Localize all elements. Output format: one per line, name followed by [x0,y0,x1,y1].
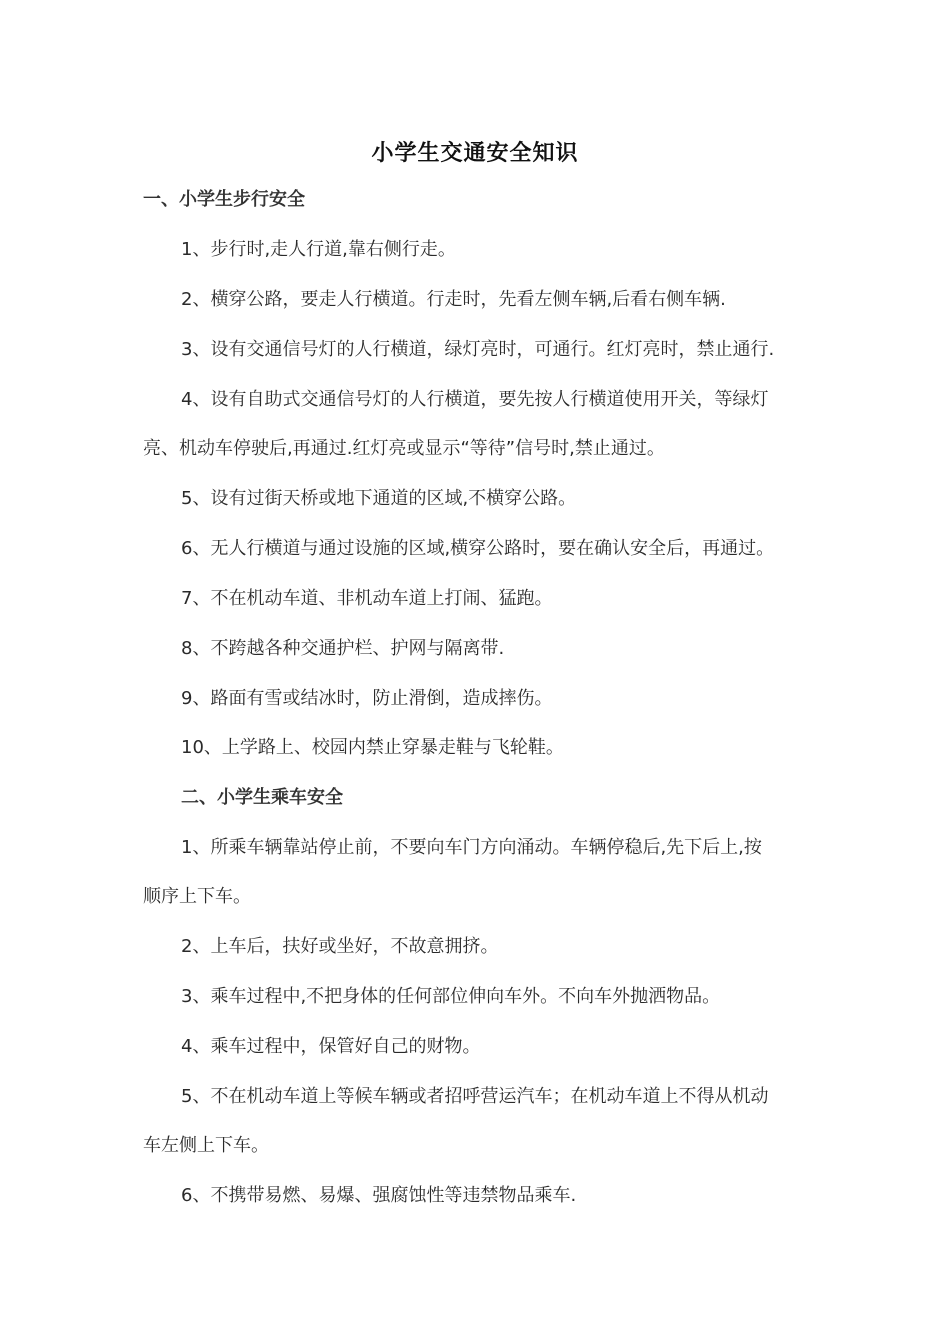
paragraph: 4、乘车过程中，保管好自己的财物。 [181,1036,481,1057]
section-heading-walking: 一、小学生步行安全 [143,189,305,210]
document-title: 小学生交通安全知识 [371,140,579,166]
paragraph: 5、设有过街天桥或地下通道的区域,不横穿公路。 [181,488,577,509]
paragraph: 2、上车后，扶好或坐好，不故意拥挤。 [181,936,499,957]
paragraph: 8、不跨越各种交通护栏、护网与隔离带. [181,638,505,659]
paragraph: 5、不在机动车道上等候车辆或者招呼营运汽车；在机动车道上不得从机动 [181,1086,769,1107]
paragraph: 10、上学路上、校园内禁止穿暴走鞋与飞轮鞋。 [181,737,564,758]
paragraph: 3、乘车过程中,不把身体的任何部位伸向车外。不向车外抛洒物品。 [181,986,721,1007]
paragraph: 6、不携带易燃、易爆、强腐蚀性等违禁物品乘车. [181,1185,577,1206]
paragraph: 2、横穿公路，要走人行横道。行走时，先看左侧车辆,后看右侧车辆. [181,289,726,310]
paragraph-continuation: 顺序上下车。 [143,886,251,907]
paragraph: 1、步行时,走人行道,靠右侧行走。 [181,239,456,260]
paragraph: 4、设有自助式交通信号灯的人行横道，要先按人行横道使用开关，等绿灯 [181,389,769,410]
section-heading-riding: 二、小学生乘车安全 [181,787,343,808]
paragraph: 7、不在机动车道、非机动车道上打闹、猛跑。 [181,588,553,609]
paragraph: 1、所乘车辆靠站停止前，不要向车门方向涌动。车辆停稳后,先下后上,按 [181,837,762,858]
paragraph-continuation: 车左侧上下车。 [143,1135,269,1156]
paragraph-continuation: 亮、机动车停驶后,再通过.红灯亮或显示“等待”信号时,禁止通过。 [143,438,665,459]
paragraph: 3、设有交通信号灯的人行横道，绿灯亮时，可通行。红灯亮时，禁止通行. [181,339,775,360]
paragraph: 6、无人行横道与通过设施的区域,横穿公路时，要在确认安全后，再通过。 [181,538,775,559]
paragraph: 9、路面有雪或结冰时，防止滑倒，造成摔伤。 [181,688,553,709]
